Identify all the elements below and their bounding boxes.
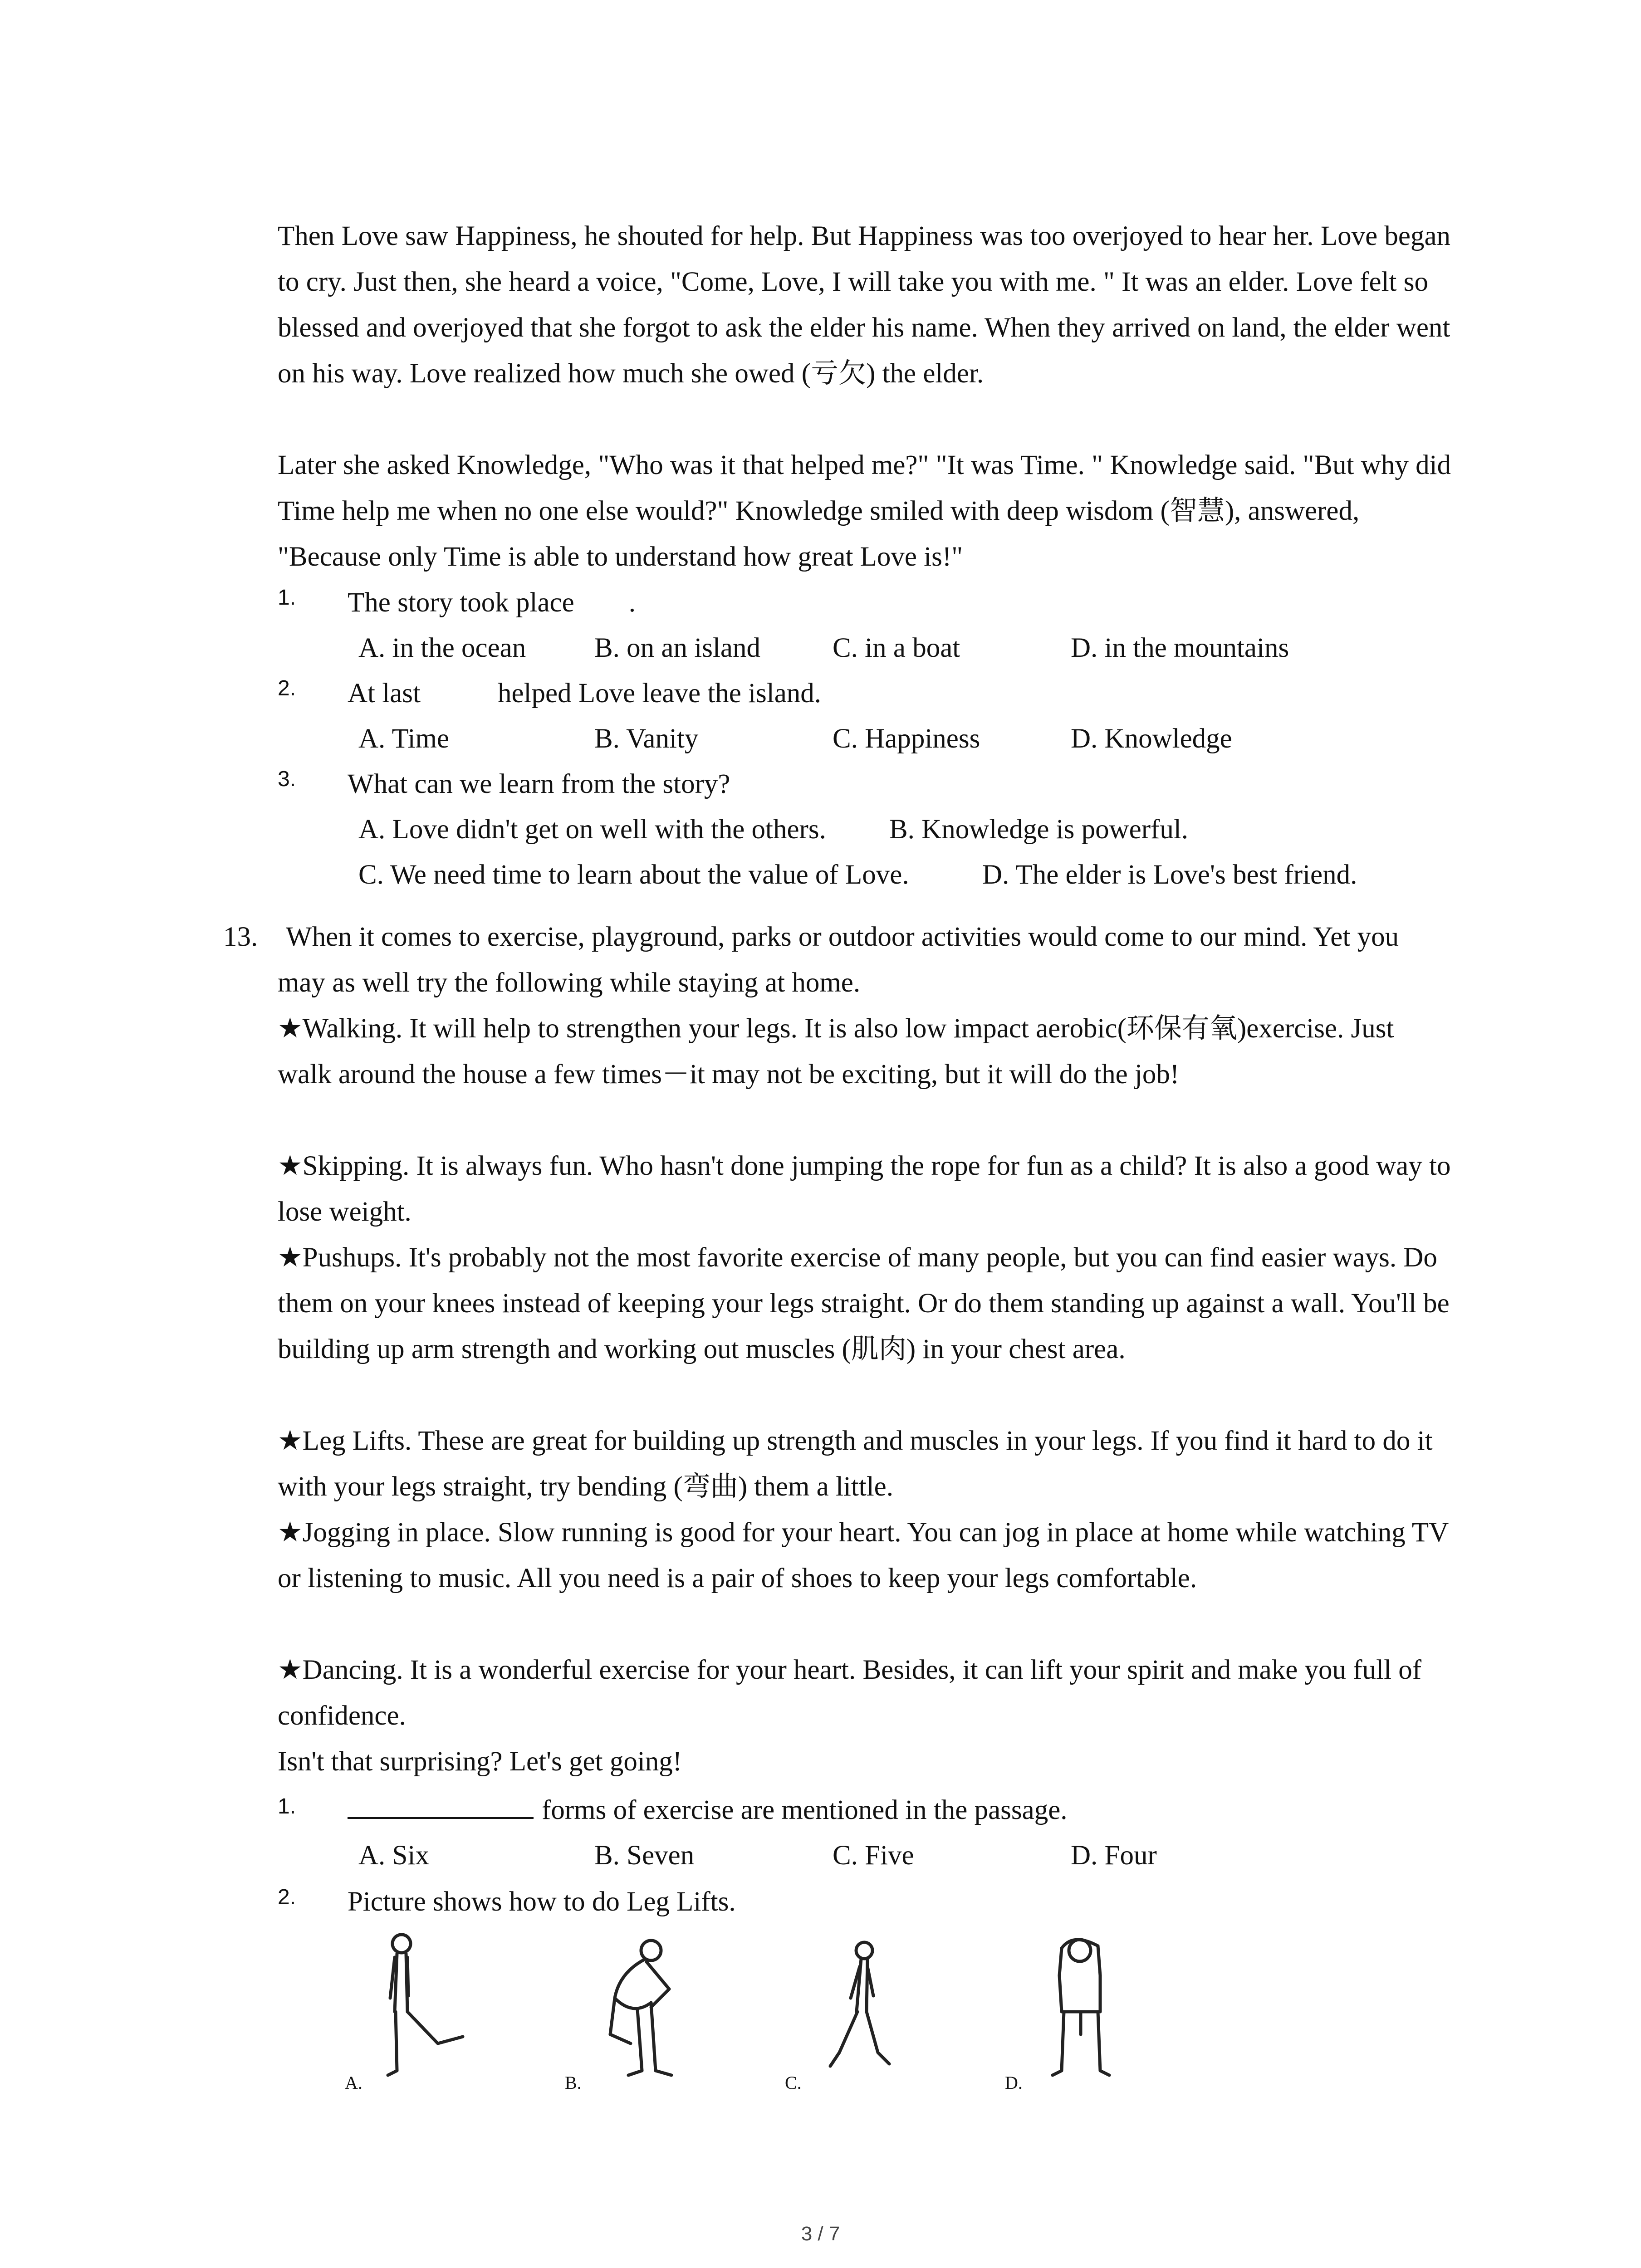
passage13-walking: ★Walking. It will help to strengthen your legs. It is also low impact aerobic(环保有氧)exercise. Just walk around the house a few times－it may not be exciting, but it will do the job! (278, 1013, 1394, 1090)
passage13-skipping: ★Skipping. It is always fun. Who hasn't done jumping the rope for fun as a child? It is also a good way to lose weight. (278, 1151, 1451, 1227)
figure-c (785, 1930, 921, 2093)
standing-stretch-figure (1019, 1930, 1141, 2084)
page-number: 3 / 7 (801, 2223, 840, 2245)
option-a: A. Time (358, 723, 450, 754)
figure-a (345, 1930, 481, 2093)
option-c: C. We need time to learn about the value of Love. (358, 860, 909, 890)
option-b: B. Seven (594, 1840, 695, 1871)
question-number: 2. (278, 676, 296, 700)
figure-b (565, 1930, 701, 2093)
figure-label: A. (345, 2072, 362, 2093)
question-stem: At last helped Love leave the island. (348, 678, 822, 709)
question-stem: Picture shows how to do Leg Lifts. (348, 1887, 736, 1917)
answer-blank (348, 1789, 534, 1819)
option-b: B. on an island (594, 633, 760, 663)
question-number: 2. (278, 1885, 296, 1909)
option-a: A. Love didn't get on well with the others. (358, 814, 826, 845)
option-d: D. Four (1071, 1840, 1157, 1871)
option-a: A. in the ocean (358, 633, 526, 663)
question-stem: The story took place . (348, 587, 636, 618)
passage12-paragraph-2: Later she asked Knowledge, "Who was it that helped me?" "It was Time. " Knowledge said. "But why did Time help me when no one else would?" Knowledge smiled with deep wisdom (智慧), answered, "Because only Time is able to understand how great Love is!" (278, 450, 1451, 572)
option-d: D. The elder is Love's best friend. (982, 860, 1357, 890)
question-stem: What can we learn from the story? (348, 769, 730, 799)
passage13-closing: Isn't that surprising? Let's get going! (278, 1746, 682, 1777)
option-b: B. Vanity (594, 723, 699, 754)
option-d: D. in the mountains (1071, 633, 1289, 663)
leg-lift-figure (358, 1930, 481, 2084)
option-a: A. Six (358, 1840, 429, 1871)
passage13-intro: When it comes to exercise, playground, parks or outdoor activities would come to our mind. Yet you may as well try the following while staying at home. (278, 922, 1399, 998)
walking-figure (798, 1930, 921, 2084)
question-number: 3. (278, 767, 296, 791)
option-c: C. Five (833, 1840, 914, 1871)
question-number: 1. (278, 586, 296, 610)
question-number: 1. (278, 1794, 296, 1818)
question-stem: forms of exercise are mentioned in the passage. (348, 1787, 1068, 1833)
passage13-jogging: ★Jogging in place. Slow running is good for your heart. You can jog in place at home while watching TV or listening to music. All you need is a pair of shoes to keep your legs comfortable. (278, 1517, 1449, 1593)
option-b: B. Knowledge is powerful. (889, 814, 1189, 845)
option-d: D. Knowledge (1071, 723, 1232, 754)
option-c: C. Happiness (833, 723, 980, 754)
figure-label: D. (1005, 2072, 1023, 2093)
passage12-paragraph-1: Then Love saw Happiness, he shouted for help. But Happiness was too overjoyed to hear her. Love began to cry. Just then, she heard a voice, "Come, Love, I will take you with me. " It was an elder. Love felt so blessed and overjoyed that she forgot to ask the elder his name. When they arrived on land, the elder went on his way. Love realized how much she owed (亏欠) the elder. (278, 221, 1451, 389)
section-number: 13. (223, 922, 258, 952)
option-c: C. in a boat (833, 633, 960, 663)
passage13-pushups: ★Pushups. It's probably not the most favorite exercise of many people, but you can find easier ways. Do them on your knees instead of keeping your legs straight. Or do them standing up against a wall. You'll be building up arm strength and working out muscles (肌肉) in your chest area. (278, 1242, 1450, 1364)
figure-label: C. (785, 2072, 802, 2093)
figure-d (1005, 1930, 1141, 2093)
figure-label: B. (565, 2072, 582, 2093)
passage13-dancing: ★Dancing. It is a wonderful exercise for your heart. Besides, it can lift your spirit and make you full of confidence. (278, 1655, 1422, 1731)
passage13-leg-lifts: ★Leg Lifts. These are great for building up strength and muscles in your legs. If you find it hard to do it with your legs straight, try bending (弯曲) them a little. (278, 1426, 1433, 1502)
stretch-figure (578, 1930, 701, 2084)
